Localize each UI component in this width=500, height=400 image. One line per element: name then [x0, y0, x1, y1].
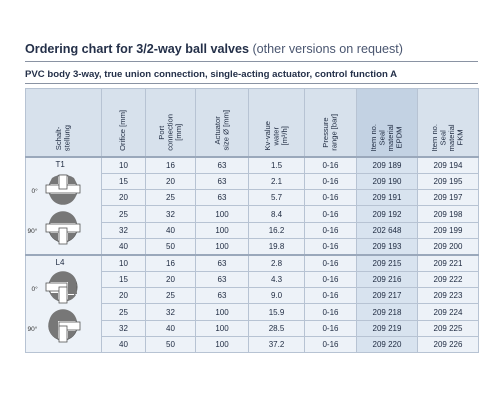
cell-kv-value: 9.0	[249, 288, 305, 304]
cell-kv-value: 15.9	[249, 304, 305, 320]
cell-pressure-range: 0-16	[305, 336, 357, 352]
cell-kv-value: 8.4	[249, 206, 305, 222]
cell-item-no-fkm: 209 223	[418, 288, 479, 304]
function-code-t1: T1	[55, 160, 65, 169]
cell-actuator-size: 63	[196, 272, 249, 288]
cell-item-no-fkm: 209 194	[418, 157, 479, 174]
function-code-l4: L4	[55, 258, 65, 267]
cell-pressure-range: 0-16	[305, 206, 357, 222]
cell-orifice: 40	[102, 336, 146, 352]
cell-item-no-epdm: 209 218	[357, 304, 418, 320]
cell-pressure-range: 0-16	[305, 222, 357, 238]
cell-item-no-epdm: 209 192	[357, 206, 418, 222]
col-header-item-no-epdm: Item no. Seal material EPDM	[357, 89, 418, 158]
cell-item-no-epdm: 209 217	[357, 288, 418, 304]
table-row	[26, 255, 479, 272]
cell-actuator-size: 63	[196, 288, 249, 304]
cell-pressure-range: 0-16	[305, 288, 357, 304]
cell-actuator-size: 100	[196, 320, 249, 336]
cell-port-connection: 40	[146, 320, 196, 336]
cell-port-connection: 25	[146, 288, 196, 304]
title-note: (other versions on request)	[252, 42, 403, 56]
cell-port-connection: 16	[146, 255, 196, 272]
cell-kv-value: 5.7	[249, 190, 305, 206]
t-port-valve-90deg-icon	[44, 210, 82, 246]
cell-actuator-size: 100	[196, 222, 249, 238]
cell-orifice: 32	[102, 320, 146, 336]
subtitle-rule	[25, 83, 478, 84]
cell-orifice: 10	[102, 255, 146, 272]
l-port-valve-0deg-icon	[44, 270, 82, 304]
cell-kv-value: 2.1	[249, 174, 305, 190]
col-header-actuator-size: Actuator size Ø [mm]	[196, 89, 249, 158]
cell-pressure-range: 0-16	[305, 190, 357, 206]
cell-item-no-epdm: 209 193	[357, 238, 418, 255]
cell-port-connection: 16	[146, 157, 196, 174]
cell-port-connection: 32	[146, 206, 196, 222]
col-header-switch-position: Schalt- stellung	[26, 89, 102, 158]
cell-item-no-fkm: 209 222	[418, 272, 479, 288]
cell-item-no-epdm: 209 219	[357, 320, 418, 336]
cell-actuator-size: 63	[196, 190, 249, 206]
cell-item-no-fkm: 209 200	[418, 238, 479, 255]
cell-actuator-size: 100	[196, 206, 249, 222]
title-main: Ordering chart for 3/2-way ball valves	[25, 42, 249, 56]
col-header-orifice: Orifice [mm]	[102, 89, 146, 158]
cell-actuator-size: 100	[196, 238, 249, 255]
cell-port-connection: 25	[146, 190, 196, 206]
cell-item-no-fkm: 209 224	[418, 304, 479, 320]
cell-port-connection: 20	[146, 272, 196, 288]
col-header-port-connection: Port connection [mm]	[146, 89, 196, 158]
cell-kv-value: 28.5	[249, 320, 305, 336]
table-subtitle: PVC body 3-way, true union connection, single-acting actuator, control function A	[25, 69, 398, 80]
cell-item-no-fkm: 209 226	[418, 336, 479, 352]
cell-item-no-fkm: 209 198	[418, 206, 479, 222]
table-row	[26, 157, 479, 174]
cell-pressure-range: 0-16	[305, 174, 357, 190]
cell-item-no-epdm: 209 216	[357, 272, 418, 288]
cell-item-no-epdm: 209 220	[357, 336, 418, 352]
cell-item-no-epdm: 202 648	[357, 222, 418, 238]
cell-orifice: 20	[102, 190, 146, 206]
switch-position-cell-t1	[26, 157, 102, 255]
cell-orifice: 25	[102, 304, 146, 320]
cell-pressure-range: 0-16	[305, 157, 357, 174]
cell-actuator-size: 63	[196, 255, 249, 272]
cell-item-no-epdm: 209 215	[357, 255, 418, 272]
t-port-valve-0deg-icon	[44, 172, 82, 206]
cell-pressure-range: 0-16	[305, 320, 357, 336]
cell-item-no-epdm: 209 191	[357, 190, 418, 206]
cell-pressure-range: 0-16	[305, 272, 357, 288]
cell-port-connection: 50	[146, 238, 196, 255]
ordering-table	[25, 88, 479, 353]
l-port-valve-90deg-icon	[44, 308, 82, 344]
cell-orifice: 20	[102, 288, 146, 304]
cell-pressure-range: 0-16	[305, 238, 357, 255]
title-rule	[25, 61, 478, 62]
cell-orifice: 10	[102, 157, 146, 174]
col-header-item-no-fkm: Item no. Seal material FKM	[418, 89, 479, 158]
cell-item-no-epdm: 209 190	[357, 174, 418, 190]
cell-orifice: 25	[102, 206, 146, 222]
col-header-kv-value: Kv-value water [m³/h]	[249, 89, 305, 158]
cell-orifice: 15	[102, 174, 146, 190]
cell-port-connection: 50	[146, 336, 196, 352]
cell-orifice: 40	[102, 238, 146, 255]
cell-kv-value: 1.5	[249, 157, 305, 174]
cell-port-connection: 20	[146, 174, 196, 190]
cell-port-connection: 32	[146, 304, 196, 320]
cell-orifice: 32	[102, 222, 146, 238]
cell-actuator-size: 100	[196, 336, 249, 352]
cell-item-no-fkm: 209 199	[418, 222, 479, 238]
cell-actuator-size: 100	[196, 304, 249, 320]
col-header-pressure-range: Pressure range [bar]	[305, 89, 357, 158]
cell-actuator-size: 63	[196, 157, 249, 174]
cell-pressure-range: 0-16	[305, 304, 357, 320]
cell-kv-value: 2.8	[249, 255, 305, 272]
cell-item-no-epdm: 209 189	[357, 157, 418, 174]
page-title	[25, 42, 403, 56]
position-label: 90°	[27, 326, 38, 333]
position-label: 0°	[31, 286, 38, 293]
cell-item-no-fkm: 209 195	[418, 174, 479, 190]
cell-pressure-range: 0-16	[305, 255, 357, 272]
cell-port-connection: 40	[146, 222, 196, 238]
cell-kv-value: 16.2	[249, 222, 305, 238]
cell-orifice: 15	[102, 272, 146, 288]
cell-item-no-fkm: 209 221	[418, 255, 479, 272]
cell-kv-value: 4.3	[249, 272, 305, 288]
cell-kv-value: 37.2	[249, 336, 305, 352]
switch-position-cell-l4	[26, 255, 102, 353]
cell-kv-value: 19.8	[249, 238, 305, 255]
position-label: 0°	[31, 188, 38, 195]
position-label: 90°	[27, 228, 38, 235]
header-row	[26, 89, 479, 158]
cell-item-no-fkm: 209 225	[418, 320, 479, 336]
cell-actuator-size: 63	[196, 174, 249, 190]
cell-item-no-fkm: 209 197	[418, 190, 479, 206]
